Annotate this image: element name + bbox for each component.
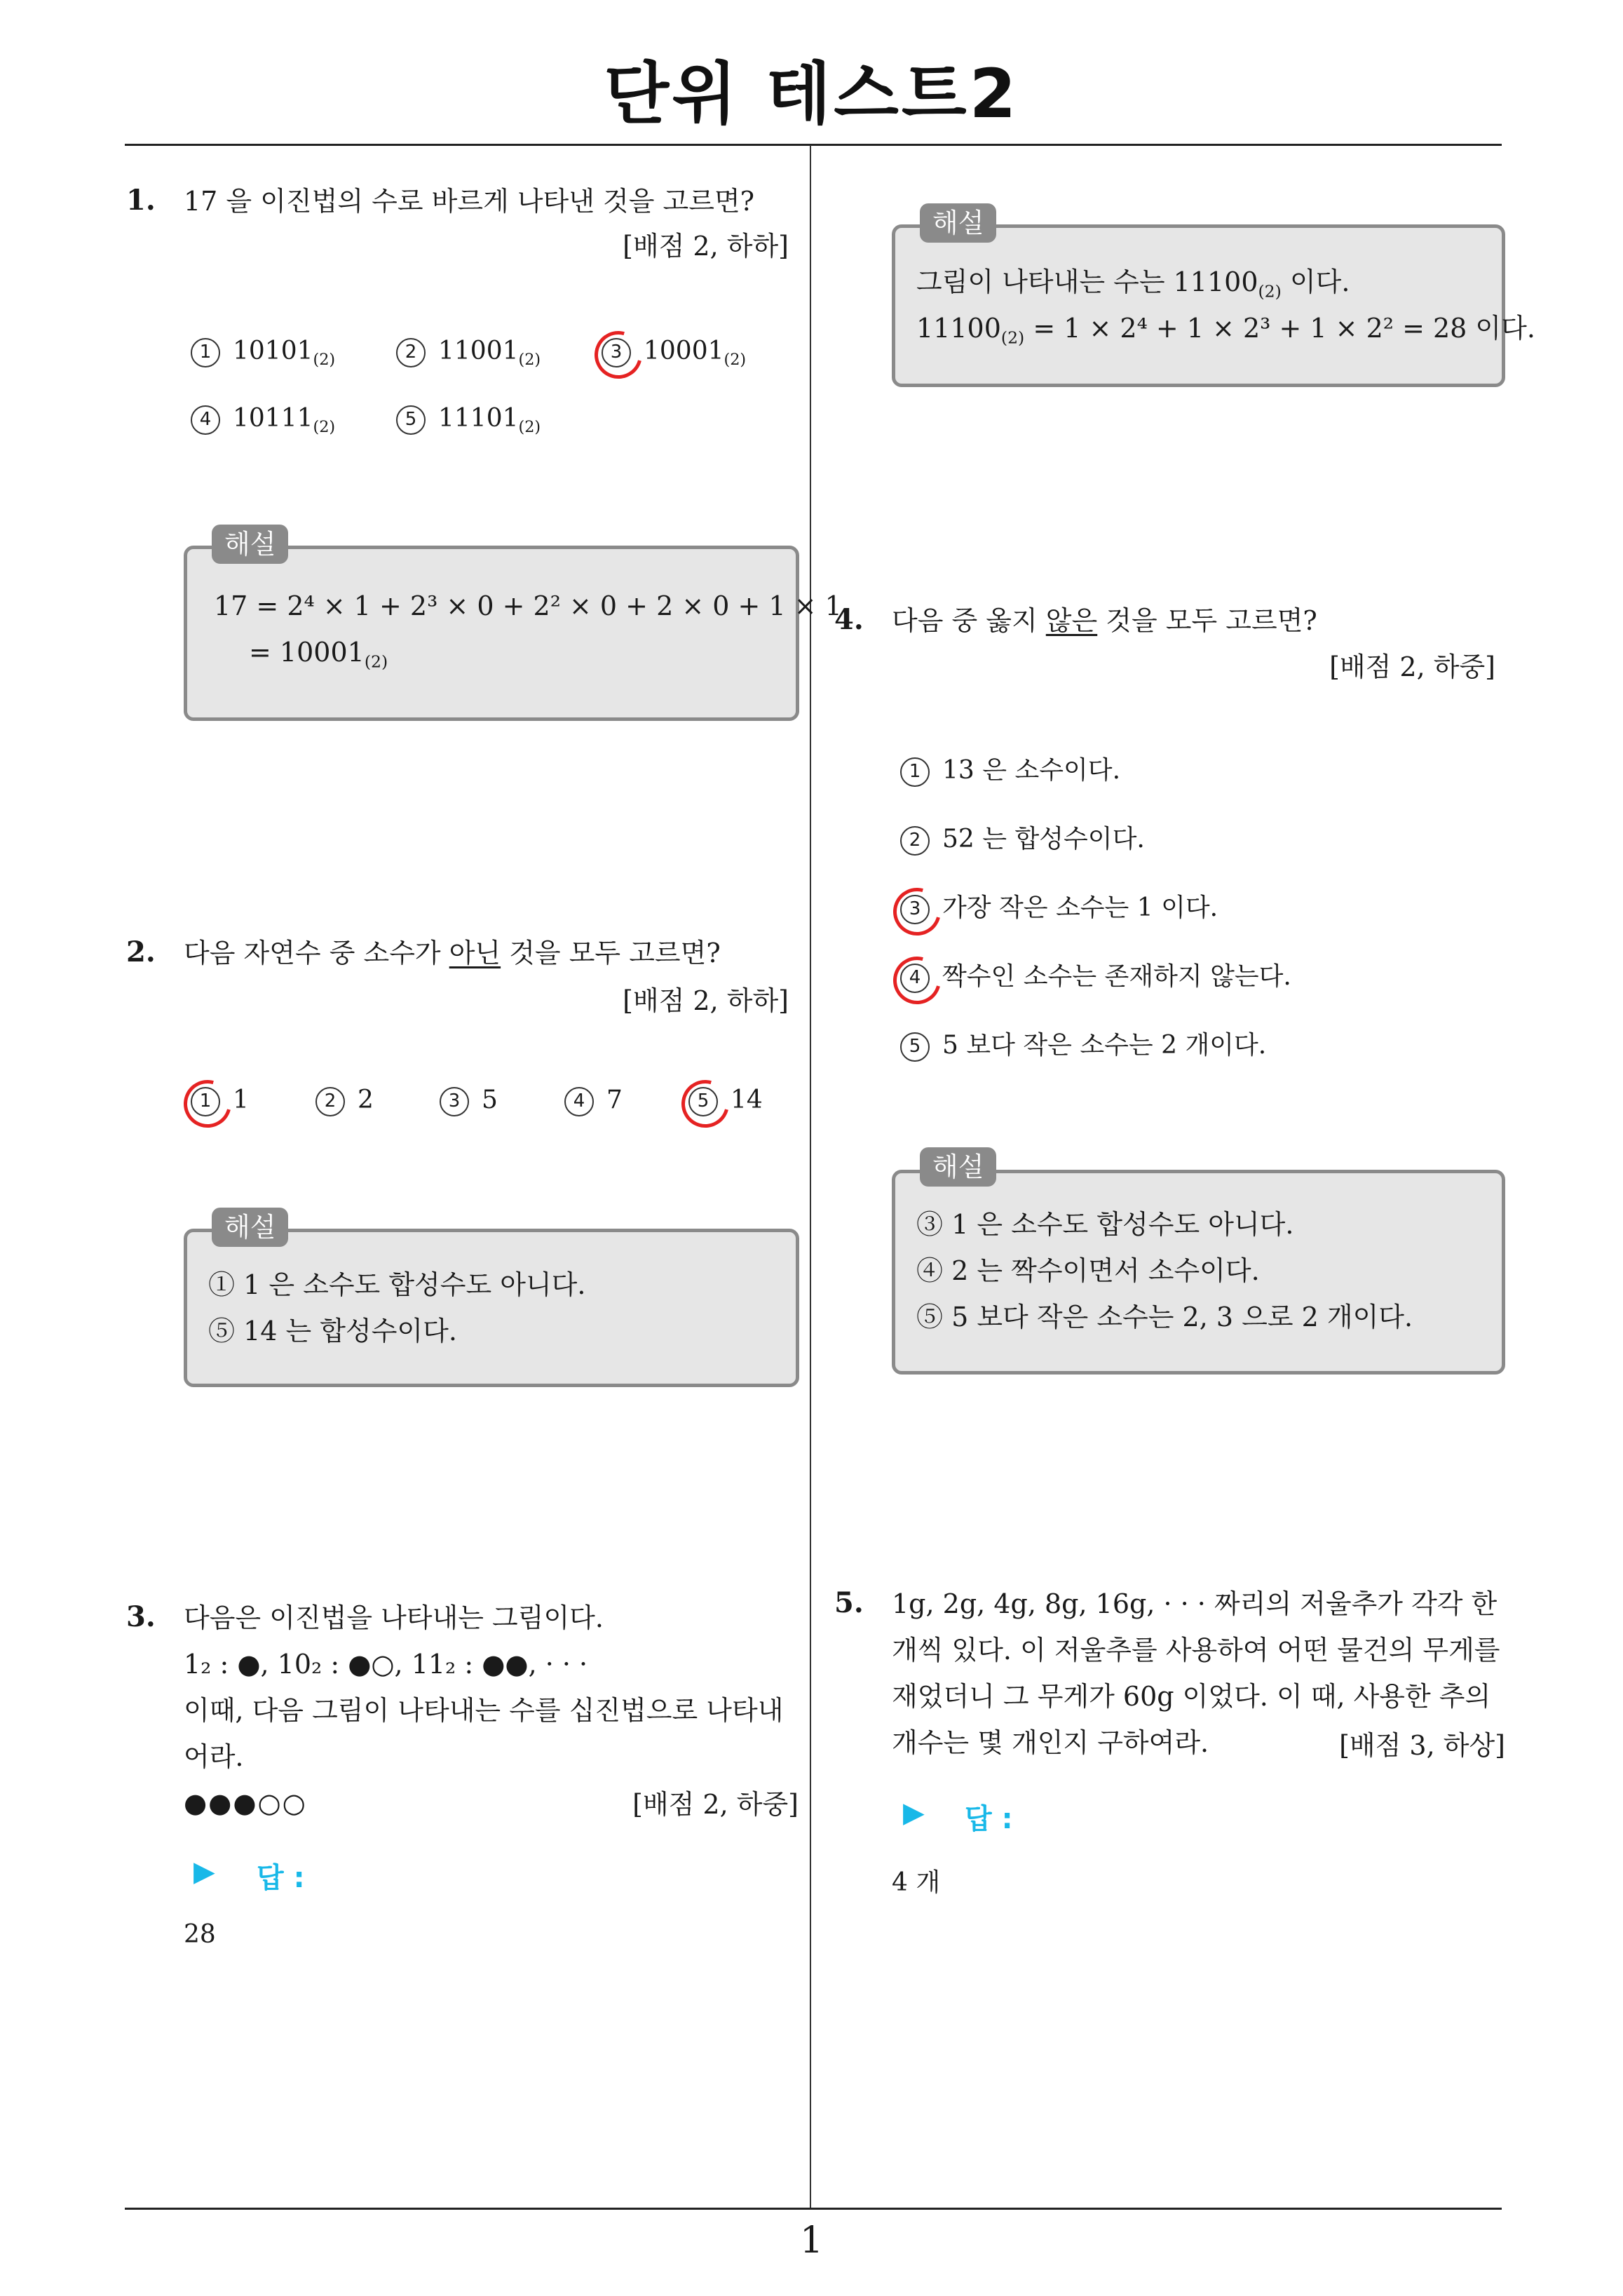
question-5-text-line: 개씩 있다. 이 저울추를 사용하여 어떤 물건의 무게를 [892,1635,1500,1666]
explanation-line: ③ 1 은 소수도 합성수도 아니다. [916,1209,1294,1240]
explanation-tag: 해설 [212,1208,288,1247]
answer-label: 답 : [965,1803,1013,1835]
column-divider [810,145,811,2209]
question-2-number: 2. [126,936,156,968]
choice-mark-icon: 4 [191,405,220,435]
q1-choice-1[interactable]: 1 $10101_{(2)}$ [191,337,335,369]
answer-arrow-icon: ▶ [193,1856,215,1888]
q2-choice-5[interactable]: 5 14 [688,1086,763,1116]
explanation-tag: 해설 [920,1147,996,1187]
choice-mark-icon: 2 [900,826,930,856]
q1-choice-2[interactable]: 2 $11001_{(2)}$ [396,337,541,369]
question-4-number: 4. [834,603,864,636]
choice-mark-icon: 5 [900,1032,930,1062]
question-1-text: 17 을 이진법의 수로 바르게 나타낸 것을 고르면? [184,186,755,217]
q2-choice-3[interactable]: 3 5 [440,1086,498,1116]
question-1-number: 1. [126,184,156,217]
question-3-text-2: 이때, 다음 그림이 나타내는 수를 십진법으로 나타내 [184,1695,784,1726]
explanation-line: = $10001_{(2)}$ [249,637,388,672]
q4-choice-2[interactable]: 2 52 는 합성수이다. [900,819,1145,856]
choice-mark-icon: 4 [564,1087,594,1116]
choice-mark-icon: 3 [900,895,930,924]
choice-mark-icon: 3 [440,1087,469,1116]
choice-mark-icon: 1 [191,338,220,367]
explanation-line: $11100_{(2)} = 1 \times 2^4 + 1 \times 2^3 + 1 \times 2^2 = 28$ 이다. [916,313,1535,348]
question-3-text-3: 어라. [184,1741,244,1772]
q2-choice-1[interactable]: 1 1 [191,1086,249,1116]
question-5-score: [배점 3, 하상] [1339,1730,1505,1761]
explanation-line: ⑤ 5 보다 작은 소수는 2, 3 으로 2 개이다. [916,1302,1413,1332]
q1-choice-4[interactable]: 4 $10111_{(2)}$ [191,404,335,436]
choice-mark-icon: 2 [315,1087,345,1116]
choice-mark-icon: 4 [900,964,930,993]
question-5-text-line: 재었더니 그 무게가 60g 이었다. 이 때, 사용한 추의 [892,1681,1491,1712]
question-1-explanation-box [184,546,842,721]
question-4-explanation-box [892,1170,1505,1375]
question-4-text: 다음 중 옳지 않은 것을 모두 고르면? [892,605,1317,636]
question-3-text: 다음은 이진법을 나타내는 그림이다. [184,1602,604,1633]
question-3-explanation-box [892,224,1535,387]
explanation-line: ⑤ 14 는 합성수이다. [208,1316,457,1346]
choice-mark-icon: 1 [900,757,930,787]
q2-choice-2[interactable]: 2 2 [315,1086,374,1116]
explanation-line: ④ 2 는 짝수이면서 소수이다. [916,1255,1260,1286]
explanation-tag: 해설 [212,525,288,564]
question-2-score: [배점 2, 하하] [623,985,789,1016]
q2-choice-4[interactable]: 4 7 [564,1086,623,1116]
question-2-explanation-box [184,1229,799,1387]
choice-mark-icon: 5 [396,405,426,435]
question-3-answer: 28 [184,1920,216,1949]
choice-mark-icon: 1 [191,1087,220,1116]
header-rule [125,144,1502,146]
page-title: 단위 테스트2 [604,55,1019,133]
question-2-text: 다음 자연수 중 소수가 아닌 것을 모두 고르면? [184,938,721,968]
question-3-legend: 1₂ : ●, 10₂ : ●○, 11₂ : ●●, · · · [184,1649,588,1680]
explanation-line: 그림이 나타내는 수는 $11100_{(2)}$ 이다. [916,266,1350,302]
explanation-line: ① 1 은 소수도 합성수도 아니다. [208,1269,586,1300]
choice-mark-icon: 5 [688,1087,718,1116]
question-1-score: [배점 2, 하하] [623,231,789,262]
q4-choice-3[interactable]: 3 가장 작은 소수는 1 이다. [900,888,1218,924]
footer-rule [125,2208,1502,2210]
question-5-text-line: 개수는 몇 개인지 구하여라. [892,1727,1209,1758]
question-5-text-line: 1g, 2g, 4g, 8g, 16g, · · · 짜리의 저울추가 각각 한 [892,1588,1498,1619]
question-5-answer: 4 개 [892,1868,941,1897]
q4-choice-5[interactable]: 5 5 보다 작은 소수는 2 개이다. [900,1025,1266,1062]
q1-choice-3[interactable]: 3 $10001_{(2)}$ [602,337,746,369]
choice-mark-icon: 3 [602,338,631,367]
page-number: 1 [799,2220,824,2262]
choice-mark-icon: 2 [396,338,426,367]
question-3-number: 3. [126,1600,156,1633]
question-3-figure: ●●●○○ [184,1788,307,1818]
answer-arrow-icon: ▶ [903,1797,925,1829]
explanation-tag: 해설 [920,203,996,243]
answer-label: 답 : [257,1862,305,1894]
q4-choice-1[interactable]: 1 13 은 소수이다. [900,750,1120,787]
question-5-number: 5. [834,1586,864,1619]
question-4-score: [배점 2, 하중] [1329,651,1495,682]
explanation-line: 17 = 2⁴ × 1 + 2³ × 0 + 2² × 0 + 2 × 0 + 1 × 1 [214,590,842,621]
q4-choice-4[interactable]: 4 짝수인 소수는 존재하지 않는다. [900,957,1291,993]
q1-choice-5[interactable]: 5 $11101_{(2)}$ [396,404,541,436]
question-3-score: [배점 2, 하중] [632,1789,799,1820]
